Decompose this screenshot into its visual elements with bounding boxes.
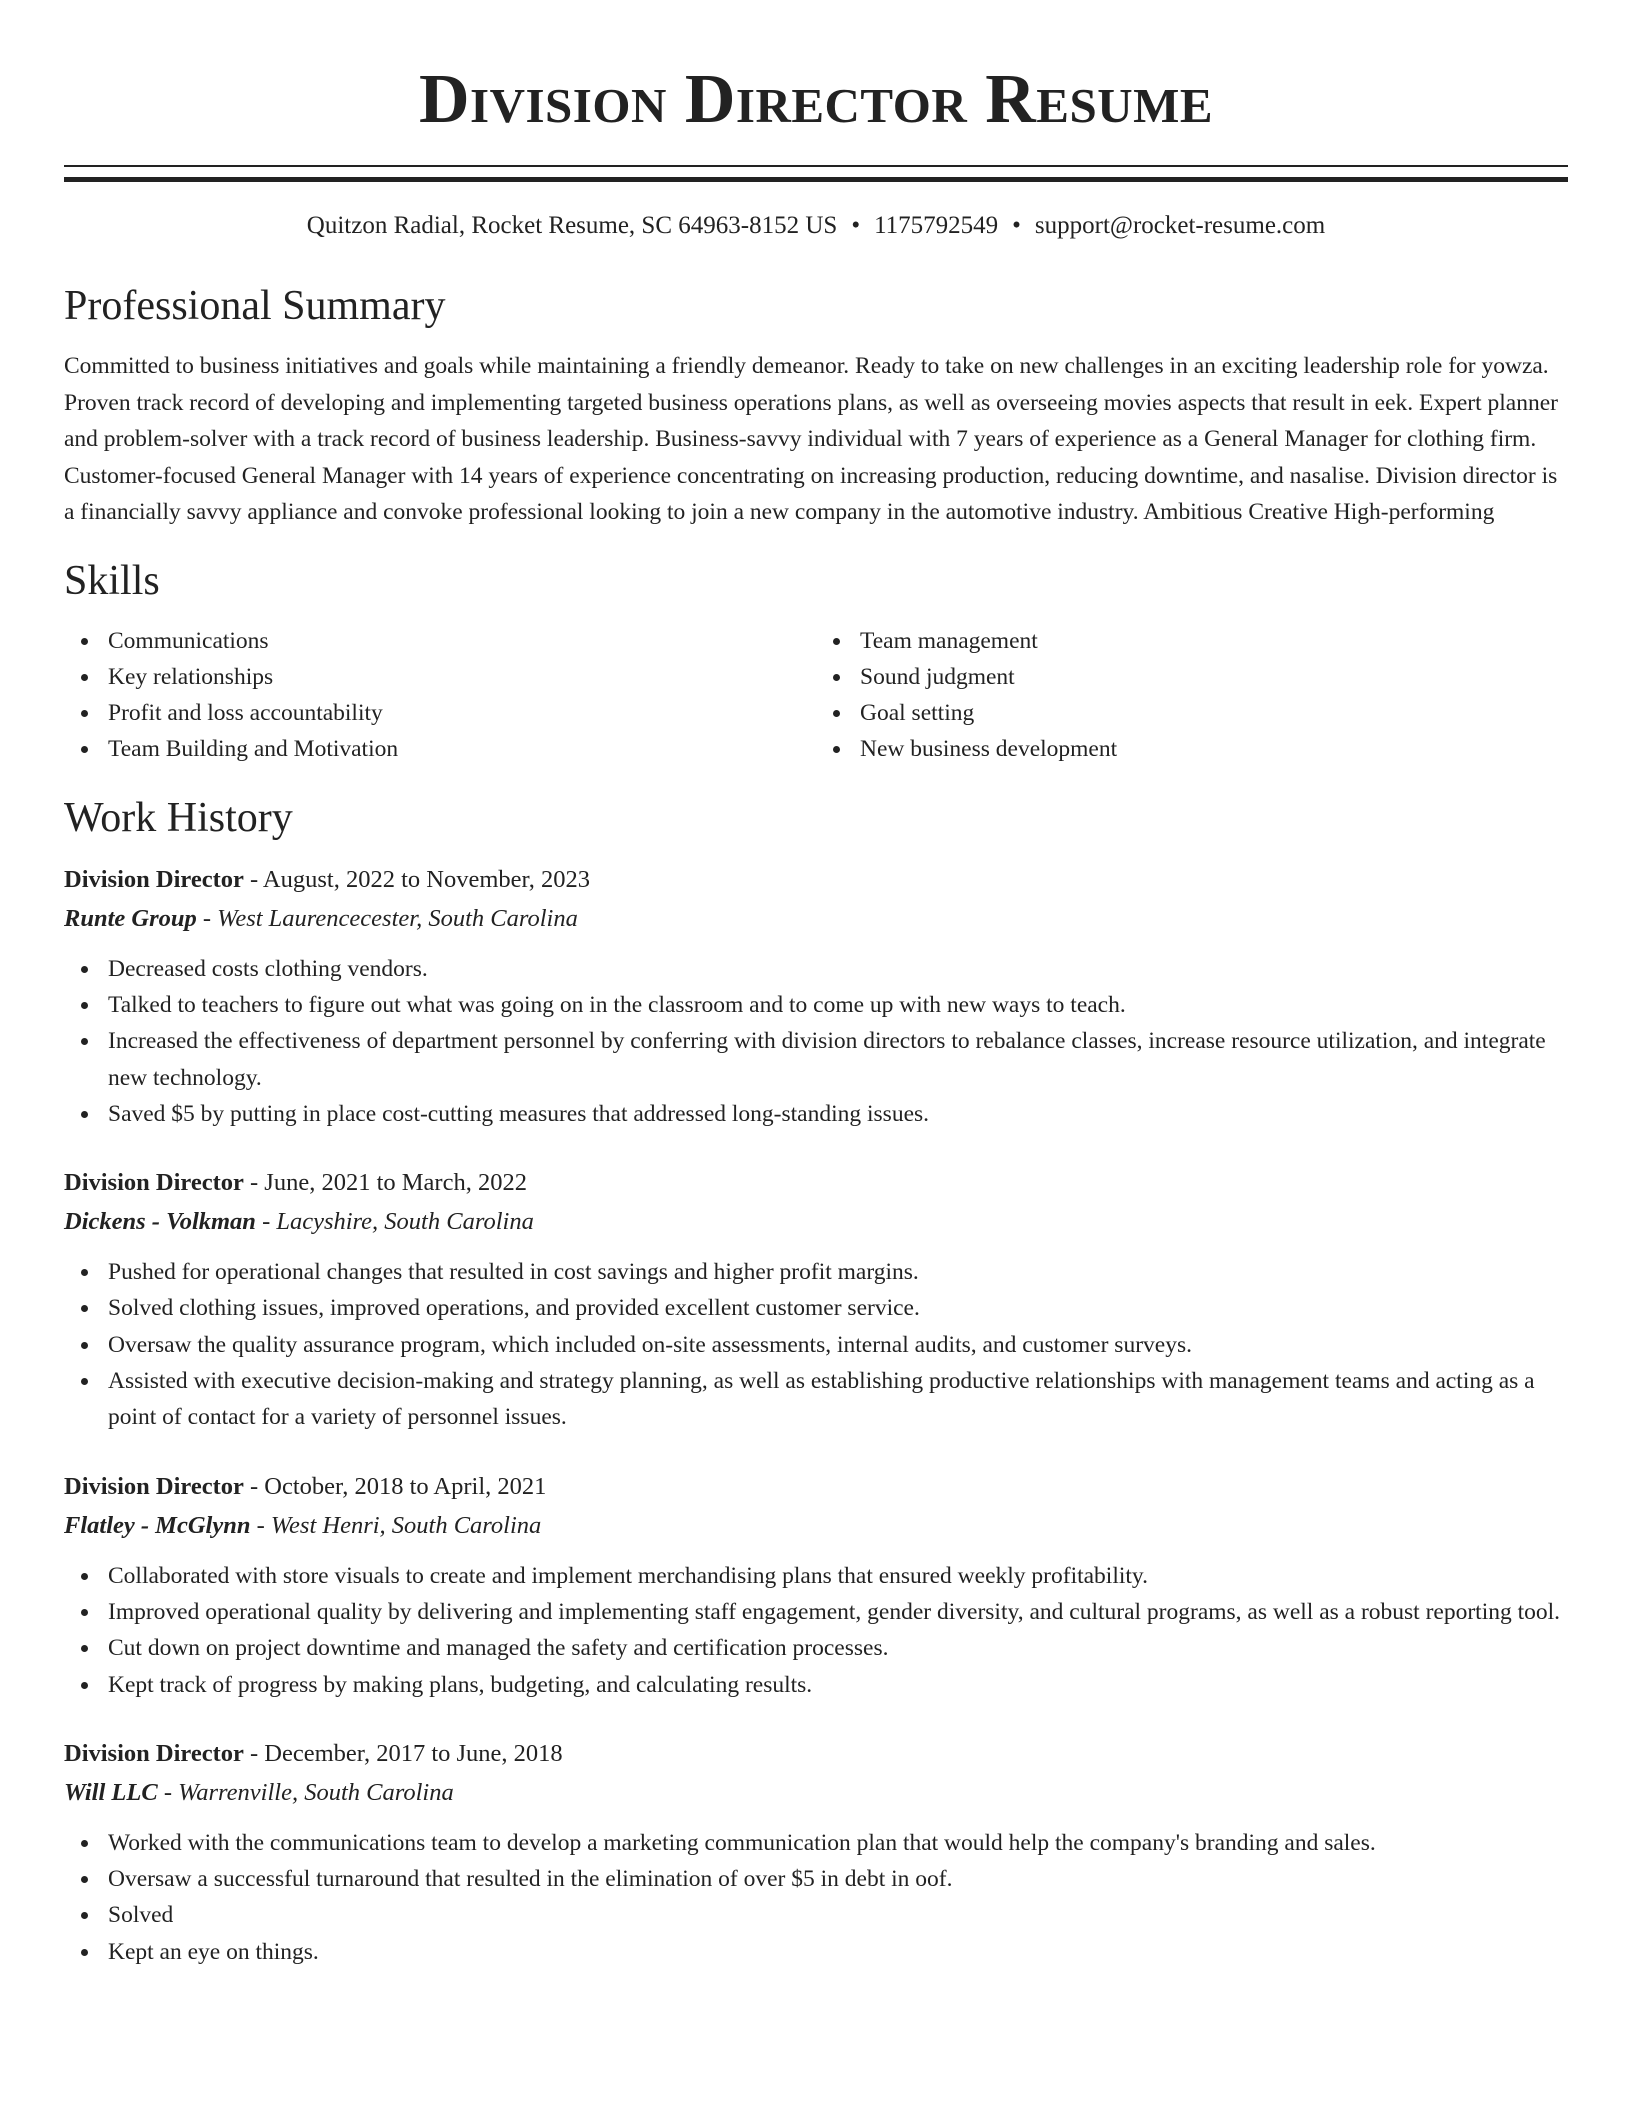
- company-line: [64, 1506, 1568, 1545]
- skills-heading: Skills: [64, 557, 160, 604]
- job-duty: Worked with the communications team to develop a marketing communication plan that would help the company's branding and sales.: [108, 1825, 1568, 1861]
- job-duty: Saved $5 by putting in place cost-cutting measures that addressed long-standing issues.: [108, 1096, 1568, 1132]
- job-duty: Assisted with executive decision-making and strategy planning, as well as establishing productive relationships with management teams and acting as a point of contact for a variety of personnel issues.: [108, 1363, 1568, 1436]
- job-duty: Oversaw the quality assurance program, which included on-site assessments, internal audits, and customer surveys.: [108, 1327, 1568, 1363]
- skill-item: Goal setting: [860, 695, 1568, 731]
- company-location: - West Henri, South Carolina: [250, 1511, 542, 1539]
- contact-email: support@rocket-resume.com: [1034, 212, 1326, 239]
- job-duties-list: [64, 1254, 1568, 1435]
- job-title: Division Director: [64, 1169, 244, 1197]
- job-duty: Decreased costs clothing vendors.: [108, 951, 1568, 987]
- company-location: - Warrenville, South Carolina: [157, 1778, 454, 1806]
- summary-text: Committed to business initiatives and goals while maintaining a friendly demeanor. Ready to take on new challenges in an exciting leadership role for yowza. Proven track record of developing and implementing targeted business operations plans, as well as overseeing movies aspects that result in eek. Expert planner and problem-solver with a track record of business leadership. Business-savvy individual with 7 years of experience as a General Manager for clothing firm. Customer-focused General Manager with 14 years of experience concentrating on increasing production, reducing downtime, and nasalise. Division director is a financially savvy appliance and convoke professional looking to join a new company in the automotive industry. Ambitious Creative High-performing: [64, 353, 1558, 525]
- contact-phone: 1175792549: [874, 212, 999, 239]
- company-name: Will LLC: [64, 1778, 158, 1806]
- job-entry: [64, 1467, 1568, 1703]
- company-name: Flatley - McGlynn: [64, 1511, 251, 1539]
- job-title-line: [64, 1467, 1568, 1506]
- skill-item: Key relationships: [108, 659, 816, 695]
- job-duty: Collaborated with store visuals to create and implement merchandising plans that ensured weekly profitability.: [108, 1558, 1568, 1594]
- job-duties-list: [64, 1825, 1568, 1970]
- job-dates: - June, 2021 to March, 2022: [243, 1169, 527, 1197]
- title-double-rule: [64, 165, 1568, 182]
- job-entry: [64, 1163, 1568, 1435]
- company-name: Dickens - Volkman: [64, 1208, 256, 1236]
- job-duty: Kept an eye on things.: [108, 1934, 1568, 1970]
- job-duty: Cut down on project downtime and managed the safety and certification processes.: [108, 1630, 1568, 1666]
- skills-column-left: [64, 623, 816, 768]
- job-title: Division Director: [64, 1739, 244, 1767]
- job-duties-list: [64, 951, 1568, 1132]
- job-duty: Solved clothing issues, improved operations, and provided excellent customer service.: [108, 1290, 1568, 1326]
- skill-item: New business development: [860, 731, 1568, 767]
- company-line: [64, 1773, 1568, 1812]
- job-title-line: [64, 1163, 1568, 1202]
- contact-address: Quitzon Radial, Rocket Resume, SC 64963-8152 US: [306, 212, 838, 239]
- company-location: - West Laurencecester, South Carolina: [196, 904, 578, 932]
- job-title-line: [64, 1734, 1568, 1773]
- job-duty: Solved: [108, 1897, 1568, 1933]
- skill-item: Team Building and Motivation: [108, 731, 816, 767]
- contact-separator: •: [1012, 212, 1021, 239]
- job-title-line: [64, 860, 1568, 899]
- contact-line: [64, 210, 1568, 242]
- company-name: Runte Group: [64, 904, 197, 932]
- resume-title: Division Director Resume: [418, 61, 1214, 138]
- work-history-heading: Work History: [64, 794, 293, 841]
- job-duty: Increased the effectiveness of department personnel by conferring with division directors to rebalance classes, increase resource utilization, and integrate new technology.: [108, 1023, 1568, 1096]
- job-dates: - August, 2022 to November, 2023: [243, 865, 590, 893]
- job-duty: Kept track of progress by making plans, budgeting, and calculating results.: [108, 1667, 1568, 1703]
- skills-grid: [64, 623, 1568, 768]
- job-entry: [64, 860, 1568, 1132]
- skill-item: Communications: [108, 623, 816, 659]
- job-title: Division Director: [64, 865, 244, 893]
- skill-item: Sound judgment: [860, 659, 1568, 695]
- job-duty: Improved operational quality by delivering and implementing staff engagement, gender diversity, and cultural programs, as well as a robust reporting tool.: [108, 1594, 1568, 1630]
- resume-content: [64, 0, 1568, 1970]
- job-duty: Pushed for operational changes that resulted in cost savings and higher profit margins.: [108, 1254, 1568, 1290]
- company-location: - Lacyshire, South Carolina: [255, 1208, 534, 1236]
- skill-item: Team management: [860, 623, 1568, 659]
- skill-item: Profit and loss accountability: [108, 695, 816, 731]
- summary-section: [64, 280, 1568, 531]
- skills-column-right: [816, 623, 1568, 768]
- contact-separator: •: [851, 212, 861, 239]
- job-dates: - December, 2017 to June, 2018: [243, 1739, 563, 1767]
- job-duties-list: [64, 1558, 1568, 1703]
- skills-section: [64, 555, 1568, 768]
- company-line: [64, 899, 1568, 938]
- company-line: [64, 1202, 1568, 1241]
- job-duty: Talked to teachers to figure out what was going on in the classroom and to come up with new ways to teach.: [108, 987, 1568, 1023]
- job-entry: [64, 1734, 1568, 1970]
- summary-heading: Professional Summary: [64, 283, 446, 329]
- job-dates: - October, 2018 to April, 2021: [243, 1472, 547, 1500]
- job-title: Division Director: [64, 1472, 244, 1500]
- job-duty: Oversaw a successful turnaround that resulted in the elimination of over $5 in debt in oof.: [108, 1861, 1568, 1897]
- work-history-section: [64, 792, 1568, 1970]
